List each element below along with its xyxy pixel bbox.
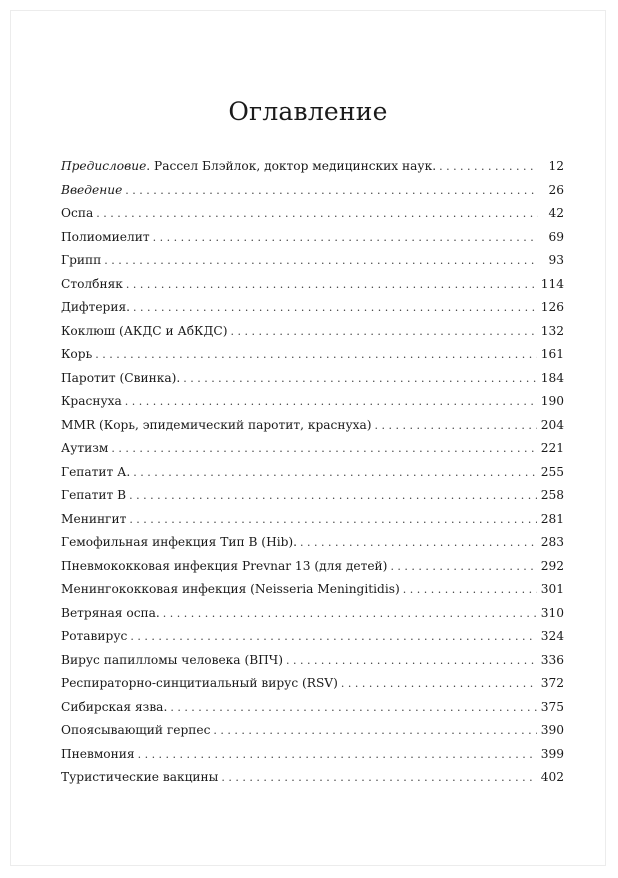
toc-entry[interactable] — [61, 696, 564, 720]
toc-dot-leader — [390, 555, 536, 579]
toc-entry-title-text: Краснуха — [61, 394, 122, 408]
toc-dot-leader — [375, 414, 537, 438]
toc-entry[interactable] — [61, 296, 564, 320]
toc-entry-title-text: Паротит (Свинка). — [61, 370, 181, 385]
toc-entry-title-text: Пневмококковая инфекция Prevnar 13 (для детей) — [61, 558, 388, 573]
toc-dot-leader — [129, 508, 536, 532]
toc-entry-page-number: 283 — [540, 535, 564, 549]
toc-entry-title-text: Гепатит А. — [61, 464, 131, 479]
toc-entry-title-text: Грипп — [61, 253, 102, 267]
toc-entry-title-text: Гемофильная инфекция Тип В (Hib). — [61, 535, 298, 549]
table-of-contents — [61, 155, 564, 790]
toc-entry[interactable] — [61, 484, 564, 508]
toc-entry-title — [61, 249, 104, 273]
toc-entry-title — [61, 766, 221, 790]
toc-dot-leader — [126, 273, 537, 297]
toc-entry-page-number: 336 — [540, 652, 564, 667]
toc-entry-page-number: 402 — [540, 770, 564, 784]
toc-dot-leader — [129, 484, 537, 508]
toc-entry-page-number: 324 — [540, 629, 564, 643]
toc-entry[interactable] — [61, 226, 564, 250]
toc-entry-title-text: Менингококковая инфекция (Neisseria Meningitidis) — [61, 582, 400, 596]
toc-entry-title — [61, 273, 126, 297]
toc-entry-page-number: 126 — [540, 300, 564, 314]
toc-entry-title — [61, 625, 130, 649]
toc-entry-title-text: Пневмония — [61, 746, 135, 761]
toc-entry-title-text: Ротавирус — [61, 629, 128, 643]
toc-entry-page-number: 375 — [540, 699, 564, 714]
toc-entry-title — [61, 226, 153, 250]
toc-entry-title — [61, 743, 138, 767]
toc-entry[interactable] — [61, 390, 564, 414]
toc-dot-leader — [130, 625, 536, 649]
toc-entry-page-number: 292 — [540, 558, 564, 573]
toc-entry-title-text: Дифтерия. — [61, 300, 131, 314]
toc-entry-title — [61, 696, 170, 720]
toc-entry[interactable] — [61, 414, 564, 438]
toc-entry[interactable] — [61, 766, 564, 790]
toc-entry-title-text: Сибирская язва. — [61, 699, 168, 714]
toc-entry-title-text: MMR (Корь, эпидемический паротит, краснуха) — [61, 417, 372, 432]
toc-entry[interactable] — [61, 602, 564, 626]
toc-dot-leader — [286, 649, 537, 673]
toc-entry-title-text: . Рассел Блэйлок, доктор медицинских наук. — [146, 159, 437, 173]
toc-entry[interactable] — [61, 343, 564, 367]
toc-entry[interactable] — [61, 155, 564, 179]
toc-entry-title — [61, 531, 300, 555]
toc-entry-page-number: 372 — [540, 676, 564, 690]
toc-entry-title — [61, 390, 125, 414]
toc-entry-title — [61, 343, 95, 367]
toc-entry-title — [61, 508, 129, 532]
toc-entry-page-number: 69 — [548, 229, 564, 244]
toc-dot-leader — [230, 320, 536, 344]
toc-dot-leader — [213, 719, 536, 743]
toc-entry-page-number: 204 — [540, 417, 564, 432]
toc-entry[interactable] — [61, 625, 564, 649]
toc-entry-title — [61, 320, 230, 344]
toc-entry[interactable] — [61, 367, 564, 391]
toc-entry-page-number: 114 — [540, 276, 564, 291]
toc-entry-title — [61, 484, 129, 508]
toc-entry-page-number: 184 — [540, 370, 564, 385]
toc-entry[interactable] — [61, 578, 564, 602]
toc-entry[interactable] — [61, 743, 564, 767]
toc-entry[interactable] — [61, 202, 564, 226]
toc-entry-title — [61, 414, 375, 438]
toc-entry-page-number: 255 — [540, 464, 564, 479]
toc-entry-title-italic: Введение — [61, 182, 123, 197]
toc-entry-title — [61, 649, 286, 673]
toc-entry[interactable] — [61, 249, 564, 273]
toc-entry-page-number: 12 — [548, 159, 564, 173]
toc-entry-title-text: Туристические вакцины — [61, 770, 219, 784]
toc-entry-title-text: Полиомиелит — [61, 229, 150, 244]
toc-entry-page-number: 258 — [540, 488, 564, 502]
toc-entry-title — [61, 296, 133, 320]
toc-entry-title-text: Корь — [61, 347, 93, 361]
toc-entry[interactable] — [61, 437, 564, 461]
toc-dot-leader — [125, 390, 537, 414]
toc-entry[interactable] — [61, 320, 564, 344]
toc-entry[interactable] — [61, 508, 564, 532]
book-page — [10, 10, 606, 866]
toc-entry-title — [61, 602, 163, 626]
toc-dot-leader — [403, 578, 537, 602]
toc-entry-title — [61, 367, 183, 391]
toc-dot-leader — [170, 696, 536, 720]
toc-entry-title-text: Респираторно-синцитиальный вирус (RSV) — [61, 676, 338, 690]
toc-entry-title — [61, 179, 125, 203]
toc-entry-title-text: Аутизм — [61, 441, 109, 455]
toc-dot-leader — [221, 766, 536, 790]
toc-entry-title-text: Коклюш (АКДС и АбКДС) — [61, 323, 228, 338]
toc-entry-page-number: 281 — [540, 511, 564, 526]
toc-entry-page-number: 132 — [540, 323, 564, 338]
toc-dot-leader — [133, 461, 536, 485]
toc-entry-page-number: 93 — [548, 253, 564, 267]
toc-dot-leader — [104, 249, 538, 273]
toc-dot-leader — [125, 179, 538, 203]
toc-dot-leader — [300, 531, 537, 555]
toc-entry-title — [61, 155, 439, 179]
toc-entry-title-text: Вирус папилломы человека (ВПЧ) — [61, 652, 283, 667]
toc-entry-page-number: 221 — [540, 441, 564, 455]
toc-entry-title — [61, 719, 213, 743]
toc-dot-leader — [153, 226, 538, 250]
toc-entry[interactable] — [61, 531, 564, 555]
page-title: Оглавление — [228, 97, 388, 126]
toc-dot-leader — [95, 343, 537, 367]
toc-dot-leader — [133, 296, 537, 320]
toc-entry-page-number: 399 — [540, 746, 564, 761]
toc-entry-title-text: Менингит — [61, 511, 127, 526]
toc-entry[interactable] — [61, 179, 564, 203]
toc-entry-title — [61, 437, 111, 461]
toc-dot-leader — [96, 202, 538, 226]
toc-entry-title-text: Опоясывающий герпес — [61, 723, 211, 737]
toc-dot-leader — [163, 602, 537, 626]
toc-entry-title-italic: Предисловие — [61, 159, 147, 173]
toc-entry-title — [61, 578, 403, 602]
toc-entry[interactable] — [61, 555, 564, 579]
toc-dot-leader — [138, 743, 537, 767]
toc-dot-leader — [183, 367, 537, 391]
toc-dot-leader — [439, 155, 538, 179]
toc-entry-title — [61, 555, 390, 579]
toc-entry-page-number: 390 — [540, 723, 564, 737]
toc-entry-page-number: 26 — [548, 182, 564, 197]
toc-entry-title-text: Столбняк — [61, 276, 123, 291]
toc-dot-leader — [111, 437, 536, 461]
toc-entry-title — [61, 202, 96, 226]
toc-dot-leader — [341, 672, 537, 696]
toc-entry-title — [61, 461, 133, 485]
toc-entry[interactable] — [61, 461, 564, 485]
toc-entry[interactable] — [61, 649, 564, 673]
toc-entry-page-number: 161 — [540, 347, 564, 361]
toc-entry-page-number: 190 — [540, 394, 564, 408]
toc-entry-page-number: 310 — [540, 605, 564, 620]
toc-entry-title-text: Оспа — [61, 206, 94, 220]
toc-entry-page-number: 42 — [548, 206, 564, 220]
toc-entry-title-text: Гепатит В — [61, 488, 127, 502]
toc-entry-title — [61, 672, 341, 696]
toc-entry[interactable] — [61, 273, 564, 297]
toc-entry-page-number: 301 — [540, 582, 564, 596]
toc-entry[interactable] — [61, 672, 564, 696]
toc-entry[interactable] — [61, 719, 564, 743]
toc-entry-title-text: Ветряная оспа. — [61, 605, 160, 620]
